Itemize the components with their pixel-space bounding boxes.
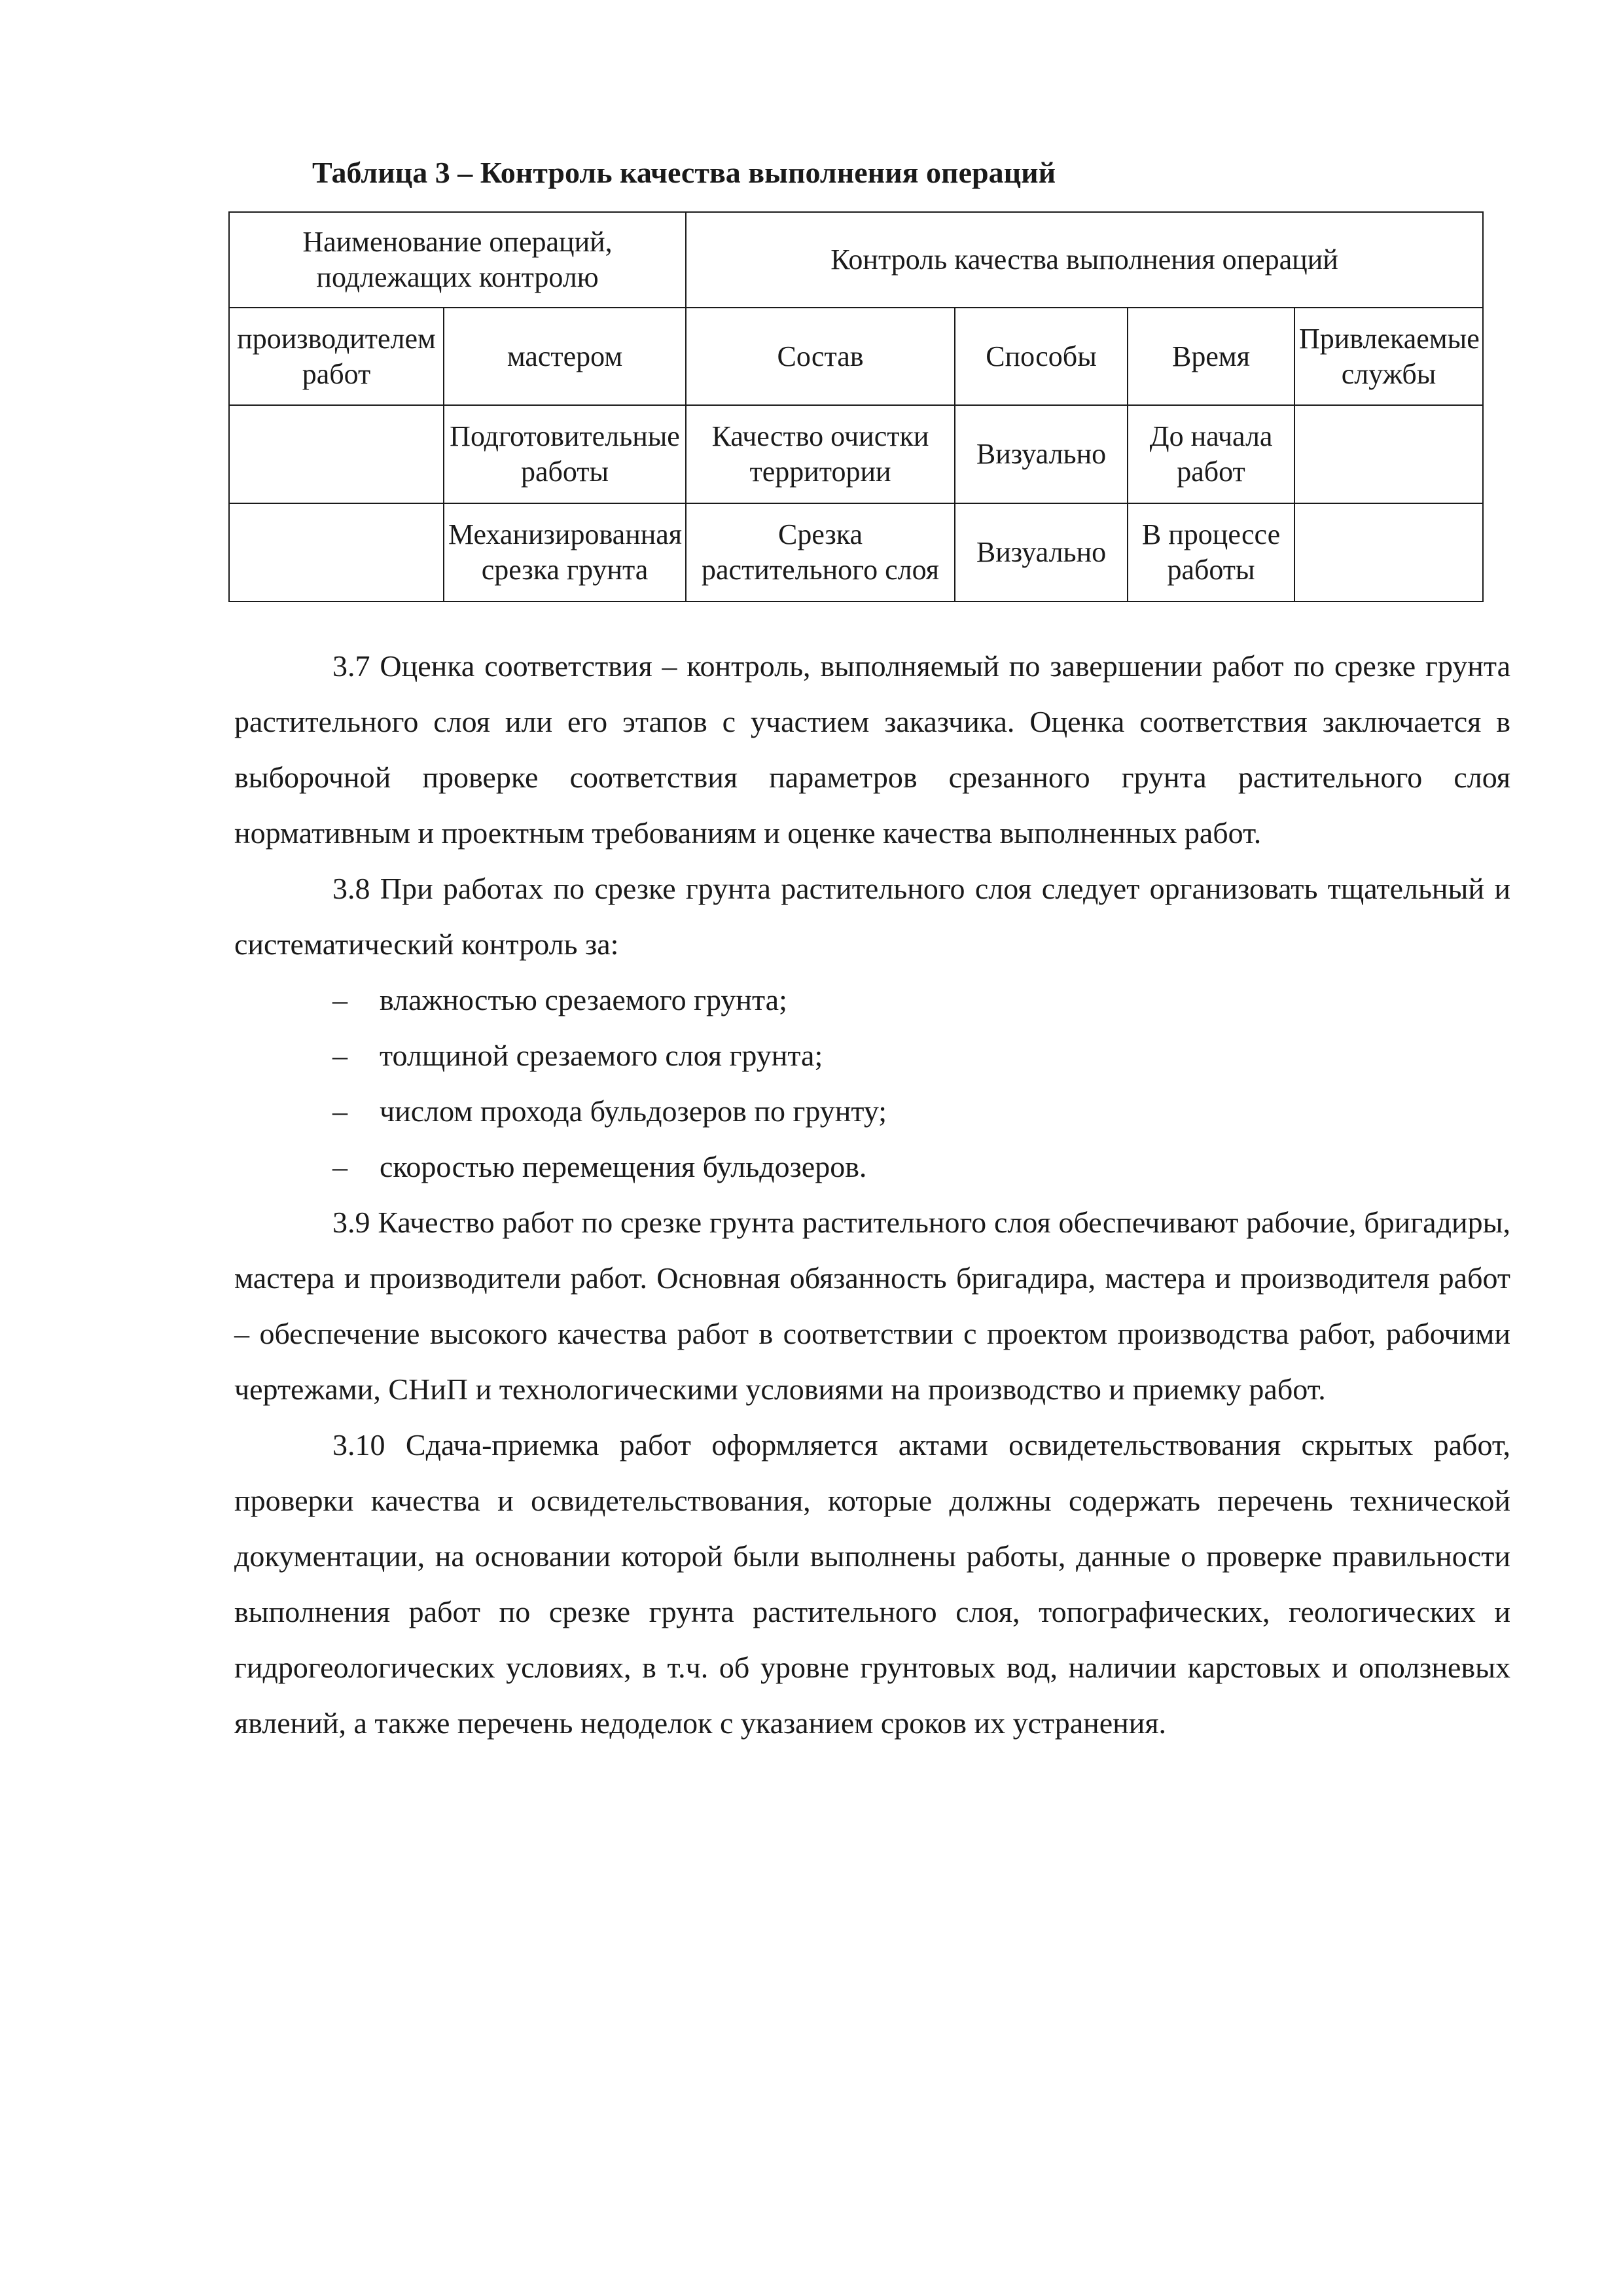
subheader-cell: Состав <box>686 308 955 405</box>
subheader-cell: Время <box>1128 308 1294 405</box>
control-list <box>234 972 1510 1194</box>
list-item-text: толщиной срезаемого слоя грунта; <box>380 1039 823 1072</box>
list-item <box>234 1139 1510 1194</box>
table-row <box>229 503 1483 601</box>
header-quality-control: Контроль качества выполнения операций <box>686 212 1483 308</box>
list-dash: – <box>332 1039 348 1072</box>
table-subheader-row <box>229 308 1483 405</box>
subheader-cell: производителем работ <box>229 308 444 405</box>
table-cell: Визуально <box>955 503 1128 601</box>
quality-control-table <box>228 211 1484 602</box>
subheader-cell: Привлекаемые службы <box>1294 308 1483 405</box>
list-dash: – <box>332 983 348 1016</box>
table-cell: Качество очистки территории <box>686 405 955 503</box>
list-item <box>234 1028 1510 1083</box>
paragraph-3-9: 3.9 Качество работ по срезке грунта растительного слоя обеспечивают рабочие, бригадиры, мастера и производители работ. Основная обязанность бригадира, мастера и производителя работ – обеспечение высокого качества работ в соответствии с проектом производства работ, рабочими чертежами, СНиП и технологическими условиями на производство и приемку работ. <box>234 1206 1510 1406</box>
list-dash: – <box>332 1150 348 1183</box>
table-row <box>229 405 1483 503</box>
paragraph-3-10: 3.10 Сдача-приемка работ оформляется актами освидетельствования скрытых работ, проверки качества и освидетельствования, которые должны содержать перечень технической документации, на основании которой были выполнены работы, данные о проверке правильности выполнения работ по срезке грунта растительного слоя, топографических, геологических и гидрогеологических условиях, в т.ч. об уровне грунтовых вод, наличии карстовых и оползневых явлений, а также перечень недоделок с указанием сроков их устранения. <box>234 1428 1510 1740</box>
table-cell: Срезка растительного слоя <box>686 503 955 601</box>
table-cell <box>229 503 444 601</box>
table-header-row <box>229 212 1483 308</box>
table-cell: До начала работ <box>1128 405 1294 503</box>
table-caption: Таблица 3 – Контроль качества выполнения операций <box>312 156 1056 189</box>
subheader-cell: мастером <box>444 308 686 405</box>
table-cell: В процессе работы <box>1128 503 1294 601</box>
list-item-text: скоростью перемещения бульдозеров. <box>380 1150 867 1183</box>
table-cell: Подготовительные работы <box>444 405 686 503</box>
paragraph-3-8: 3.8 При работах по срезке грунта растительного слоя следует организовать тщательный и систематический контроль за: <box>234 872 1510 961</box>
table-cell: Визуально <box>955 405 1128 503</box>
list-item <box>234 972 1510 1028</box>
list-item <box>234 1083 1510 1139</box>
subheader-cell: Способы <box>955 308 1128 405</box>
table-cell <box>1294 405 1483 503</box>
paragraph-3-7: 3.7 Оценка соответствия – контроль, выполняемый по завершении работ по срезке грунта растительного слоя или его этапов с участием заказчика. Оценка соответствия заключается в выборочной проверке соответствия параметров срезанного грунта растительного слоя нормативным и проектным требованиям и оценке качества выполненных работ. <box>234 649 1510 850</box>
table-cell <box>229 405 444 503</box>
list-item-text: числом прохода бульдозеров по грунту; <box>380 1094 887 1128</box>
body-text <box>234 638 1510 1751</box>
list-item-text: влажностью срезаемого грунта; <box>380 983 787 1016</box>
header-operations: Наименование операций, подлежащих контролю <box>229 212 686 308</box>
table-cell: Механизированная срезка грунта <box>444 503 686 601</box>
table-cell <box>1294 503 1483 601</box>
list-dash: – <box>332 1094 348 1128</box>
